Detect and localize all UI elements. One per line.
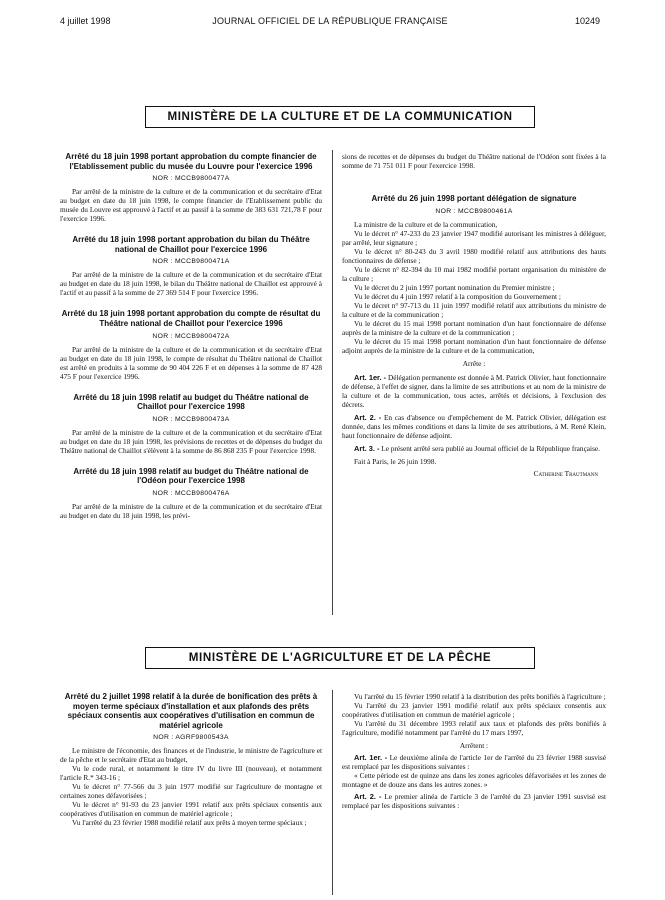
agriculture-right-column <box>342 692 606 810</box>
preamble-item: Vu le décret n° 91-93 du 23 janvier 1991 relatif aux prêts spéciaux consentis aux coopératives d'utilisation en commun de matériel agricole ; <box>60 800 322 819</box>
arrete-odeon-budget-title: Arrêté du 18 juin 1998 relatif au budget du Théâtre national de l'Odéon pour l'exercice 1998 <box>73 466 309 486</box>
arrete-delegation-title: Arrêté du 26 juin 1998 portant délégation de signature <box>371 194 577 203</box>
visa-item: Vu le décret n° 97-713 du 11 juin 1997 modifié relatif aux attributions du ministre de la culture et de la communication ; <box>342 300 606 319</box>
visa-item: Vu le décret du 15 mai 1998 portant nomination d'un haut fonctionnaire de défense auprès de la ministre de la culture et de la communication ; <box>342 318 606 337</box>
arrete-delegation-nor: NOR : MCCB9800461A <box>435 207 513 215</box>
arrete-chaillot-budget-title: Arrêté du 18 juin 1998 relatif au budget du Théâtre national de Chaillot pour l'exercice 1998 <box>73 392 309 412</box>
column-divider <box>332 150 333 615</box>
arrete-chaillot-resultat-nor: NOR : MCCB9800472A <box>152 332 230 340</box>
arrete-bonification-nor: NOR : AGRF9800543A <box>153 734 229 742</box>
agri-article-1-quote: « Cette période est de quinze ans dans les zones agricoles défavorisées et les zones de montagne et de douze ans dans les autres zones. » <box>342 771 606 789</box>
arrete-chaillot-bilan-title: Arrêté du 18 juin 1998 portant approbation du bilan du Théâtre national de Chaillot pour l'exercice 1996 <box>72 235 310 254</box>
agri-article-2-text: Le premier alinéa de l'article 3 de l'arrêté du 23 janvier 1991 susvisé est remplacé par les dispositions suivantes : <box>342 792 607 810</box>
arrete-chaillot-resultat-title: Arrêté du 18 juin 1998 portant approbation du compte de résultat du Théâtre national de Chaillot pour l'exercice 1996 <box>61 309 321 328</box>
preamble-item: Vu l'arrêté du 31 décembre 1993 relatif aux taux et plafonds des prêts bonifiés à l'agriculture, modifié notamment par l'arrêté du 17 mars 1997, <box>342 719 606 737</box>
arrete-chaillot-bilan-body: Par arrêté de la ministre de la culture et de la communication et du secrétaire d'Etat au budget en date du 18 juin 1998, le bilan du Théâtre national de Chaillot est approuvé à l'actif et au passif à la somme de 27 369 514 F pour l'exercice 1996. <box>60 270 322 298</box>
article-3-label: Art. 3. - <box>354 443 380 453</box>
arretent-keyword: Arrêtent : <box>459 741 489 750</box>
arrete-louvre-title: Arrêté du 18 juin 1998 portant approbation du compte financier de l'Etablissement public du musée du Louvre pour l'exercice 1996 <box>65 152 317 171</box>
preamble-item: Vu l'arrêté du 23 janvier 1991 modifié relatif aux prêts spéciaux consentis aux coopératives d'utilisation en commun de matériel agricole ; <box>342 701 606 719</box>
agri-article-2-label: Art. 2. - <box>354 792 382 801</box>
visa-item: Vu le décret n° 80-243 du 3 avril 1980 modifié relatif aux attributions des hauts fonctionnaires de défense ; <box>342 246 606 265</box>
arrete-keyword: Arrête : <box>462 358 486 368</box>
header-journal-title: JOURNAL OFFICIEL DE LA RÉPUBLIQUE FRANÇAISE <box>212 16 448 26</box>
arrete-delegation-intro: La ministre de la culture et de la communication, <box>354 219 498 229</box>
column-divider-2 <box>332 690 333 895</box>
agri-article-2 <box>342 792 606 810</box>
arrete-chaillot-budget-nor: NOR : MCCB9800473A <box>152 415 230 423</box>
minister-signature: Catherine Trautmann <box>533 468 598 478</box>
arrete-louvre-nor: NOR : MCCB9800477A <box>152 175 230 183</box>
article-1 <box>342 373 606 409</box>
arrete-bonification-title: Arrêté du 2 juillet 1998 relatif à la durée de bonification des prêts à moyen terme spéciaux d'installation et aux plafonds des prêts spéciaux consentis aux coopératives d'utilisation en commun de matériel agricole <box>64 692 318 730</box>
preamble-item: Le ministre de l'économie, des finances et de l'industrie, le ministre de l'agriculture et de la pêche et le secrétaire d'Etat au budget, <box>60 746 322 765</box>
article-1-text: Délégation permanente est donnée à M. Patrick Olivier, haut fonctionnaire de défense, à l'effet de signer, dans la limite de ses attributions et au nom de la ministre de la culture et de la communication, tous actes, arrêtés et décisions, à l'exclusion des décrets. <box>342 372 606 409</box>
arrete-odeon-continuation: sions de recettes et de dépenses du budget du Théâtre national de l'Odéon sont fixées à la somme de 71 751 011 F pour l'exercice 1998. <box>342 152 606 170</box>
article-2 <box>342 413 606 440</box>
arrete-chaillot-budget-body: Par arrêté de la ministre de la culture et de la communication et du secrétaire d'Etat au budget en date du 18 juin 1998, les prévisions de recettes et de dépenses du budget du Théâtre national de Chaillot s'élèvent à la somme de 86 868 235 F pour l'exercice 1998. <box>60 427 322 455</box>
article-3 <box>342 444 606 453</box>
visa-item: Vu le décret du 15 mai 1998 portant nomination d'un haut fonctionnaire de défense adjoint auprès de la ministre de la culture et de la communication, <box>342 336 606 355</box>
visa-item: Vu le décret n° 47-233 du 23 janvier 1947 modifié autorisant les ministres à déléguer, par arrêté, leur signature ; <box>342 228 606 247</box>
culture-left-column <box>60 152 322 520</box>
preamble-item: Vu l'arrêté du 15 février 1990 relatif à la distribution des prêts bonifiés à l'agriculture ; <box>354 692 606 701</box>
ministry-culture-title: MINISTÈRE DE LA CULTURE ET DE LA COMMUNICATION <box>167 110 513 123</box>
culture-right-column <box>342 152 606 478</box>
running-header <box>60 16 600 30</box>
visa-item: Vu le décret du 2 juin 1997 portant nomination du Premier ministre ; <box>354 282 555 292</box>
preamble-item: Vu l'arrêté du 23 février 1988 modifié relatif aux prêts à moyen terme spéciaux ; <box>72 818 307 828</box>
agri-article-1 <box>342 753 606 771</box>
ministry-agriculture-title: MINISTÈRE DE L'AGRICULTURE ET DE LA PÊCHE <box>188 651 492 664</box>
article-2-text: En cas d'absence ou d'empêchement de M. Patrick Olivier, délégation est donnée, dans les mêmes conditions et dans la limite de ses attributions, à M. René Klein, haut fonctionnaire de défense adjoint. <box>342 412 606 440</box>
preamble-item: Vu le décret n° 77-566 du 3 juin 1977 modifié sur l'agriculture de montagne et certaines zones défavorisées ; <box>60 782 322 801</box>
arrete-chaillot-bilan-nor: NOR : MCCB9800471A <box>152 258 230 266</box>
agri-article-1-text: Le deuxième alinéa de l'article 1er de l'arrêté du 23 février 1988 susvisé est remplacé par les dispositions suivantes : <box>342 753 606 771</box>
header-date: 4 juillet 1998 <box>60 16 111 26</box>
arrete-odeon-budget-body: Par arrêté de la ministre de la culture et de la communication et du secrétaire d'Etat au budget en date du 18 juin 1998, les prévi- <box>60 501 322 520</box>
done-at-paris: Fait à Paris, le 26 juin 1998. <box>354 456 437 466</box>
agriculture-left-column <box>60 692 322 827</box>
arrete-chaillot-resultat-body: Par arrêté de la ministre de la culture et de la communication et du secrétaire d'Etat au budget en date du 18 juin 1998, le compte de résultat du Théâtre national de Chaillot est arrêté en produits à la somme de 90 404 226 F et en dépenses à la somme de 87 428 475 F pour l'exercice 1996. <box>60 344 322 381</box>
arrete-louvre-body: Par arrêté de la ministre de la culture et de la communication et du secrétaire d'Etat au budget en date du 18 juin 1998, le compte financier de l'Etablissement public du musée du Louvre est approuvé à l'actif et au passif à la somme de 383 631 721,78 F pour l'exercice 1996. <box>60 187 322 224</box>
article-1-label: Art. 1er. - <box>354 372 387 382</box>
visa-item: Vu le décret n° 82-394 du 10 mai 1982 modifié portant organisation du ministère de la culture ; <box>342 264 606 283</box>
agri-article-1-label: Art. 1er. - <box>354 753 388 762</box>
ministry-agriculture-title-box <box>145 647 535 669</box>
preamble-item: Vu le code rural, et notamment le titre IV du livre III (nouveau), et notamment l'article R.* 343-16 ; <box>60 764 322 783</box>
article-2-label: Art. 2. - <box>354 412 382 422</box>
visa-item: Vu le décret du 4 juin 1997 relatif à la composition du Gouvernement ; <box>354 291 561 301</box>
header-page-number: 10249 <box>574 16 600 26</box>
article-3-text: Le présent arrêté sera publié au Journal officiel de la République française. <box>381 443 600 453</box>
ministry-culture-title-box <box>145 106 535 128</box>
arrete-odeon-budget-nor: NOR : MCCB9800476A <box>152 489 230 497</box>
